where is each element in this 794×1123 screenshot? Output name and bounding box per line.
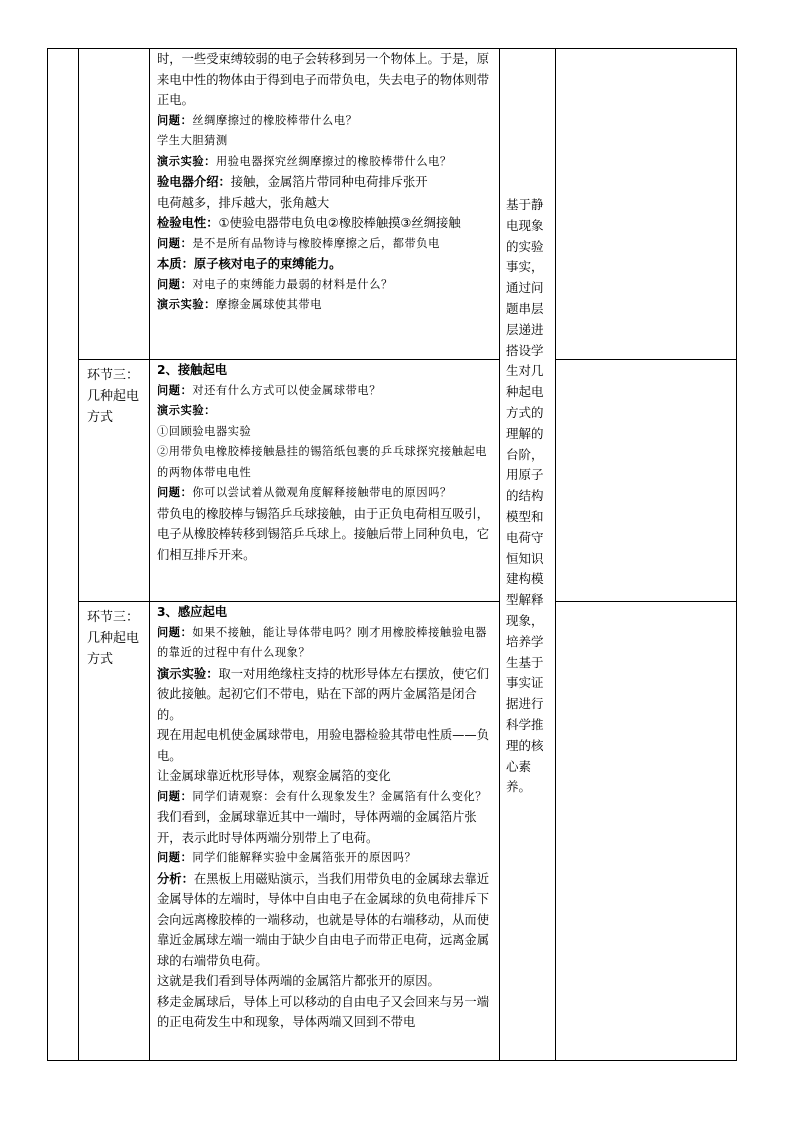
stage-line: 方式 (87, 652, 114, 667)
content-cell-3 (150, 602, 500, 1061)
row1-line (157, 275, 495, 296)
row3-line (157, 725, 495, 766)
row1-line (157, 254, 495, 275)
line-text: 是不是所有品物诗与橡胶棒摩擦之后，都带负电 (192, 236, 440, 250)
row1-line (157, 49, 495, 111)
row3-line (157, 766, 495, 787)
design-intent-cell (500, 49, 556, 1061)
line-label: 检验电性： (157, 216, 219, 230)
line-text: 原子核对电子的束缚能力。 (193, 257, 342, 271)
line-text: 同学们请观察：会有什么现象发生？金属箔有什么变化？ (192, 789, 488, 803)
line-label: 演示实验： (157, 154, 216, 168)
row1-line (157, 193, 495, 214)
line-text: 对电子的束缚能力最弱的材料是什么？ (192, 277, 393, 291)
row3-line (157, 807, 495, 848)
line-label: 问题： (157, 625, 193, 639)
line-label: 问题： (157, 851, 193, 864)
line-text: 电荷越多，排斥越大，张角越大 (157, 195, 330, 210)
row1-line (157, 295, 495, 316)
line-label: 2、接触起电 (157, 363, 228, 377)
row3-line (157, 623, 495, 664)
row2-line (157, 381, 495, 402)
row1-line (157, 172, 495, 193)
design-intent-text: 基于静电现象的实验事实，通过问题串层层递进搭设学生对几种起电方式的理解的台阶，用原子的结构模型和电荷守恒知识建构模型解释现象，培养学生基于事实证据进行科学推理的核心素养。 (506, 197, 544, 795)
stage-line: 几种起电 (87, 631, 140, 646)
stage-label-3 (79, 602, 149, 670)
line-text: 取一对用绝缘柱支持的枕形导体左右摆放，使它们彼此接触。起初它们不带电，贴在下部的两片金属箔是闭合的。 (157, 666, 490, 722)
stage-line: 几种起电 (87, 389, 140, 404)
row3-line (157, 869, 495, 972)
line-label: 问题： (157, 113, 193, 127)
line-text: 摩擦金属球使其带电 (215, 298, 323, 311)
content-cell-1 (150, 49, 500, 360)
line-text: 对还有什么方式可以使金属球带电？ (192, 383, 381, 397)
notes-cell-2 (556, 360, 737, 602)
line-text: 丝绸摩擦过的橡胶棒带什么电？ (192, 113, 358, 127)
line-label: 演示实验： (157, 404, 216, 417)
stage-line: 方式 (87, 410, 114, 425)
row2-line (157, 504, 495, 566)
line-label: 分析： (157, 871, 194, 886)
stage-cell-2 (79, 360, 150, 602)
line-label: 本质： (157, 257, 194, 271)
line-text: 我们看到，金属球靠近其中一端时，导体两端的金属箔片张开，表示此时导体两端分别带上了电荷。 (157, 810, 477, 845)
content-block-3 (150, 602, 499, 1033)
stage-line: 环节三： (87, 368, 140, 383)
line-label: 演示实验： (157, 666, 219, 681)
line-label: 3、感应起电 (157, 605, 228, 619)
row2-line (157, 360, 495, 381)
row1-line (157, 152, 495, 173)
line-label: 问题： (157, 789, 193, 803)
line-text: 用验电器探究丝绸摩擦过的橡胶棒带什么电？ (215, 154, 452, 168)
line-label: 问题： (157, 236, 193, 250)
line-text: ①使验电器带电负电②橡胶棒触摸③丝绸接触 (218, 216, 461, 230)
line-text: 接触，金属箔片带同种电荷排斥张开 (230, 175, 428, 189)
line-text: 如果不接触，能让导体带电吗？刚才用橡胶棒接触验电器的靠近的过程中有什么现象？ (157, 625, 488, 659)
line-text: 带负电的橡胶棒与锡箔乒乓球接触，由于正负电荷相互吸引，电子从橡胶棒转移到锡箔乒乓球上。接触后带上同种负电，它们相互排斥开来。 (157, 506, 490, 562)
line-label: 验电器介绍： (157, 175, 231, 189)
row3-line (157, 664, 495, 726)
row2-line (157, 422, 495, 443)
row3-line (157, 971, 495, 992)
row2-line (157, 483, 495, 504)
line-text: 这就是我们看到导体两端的金属箔片都张开的原因。 (157, 974, 440, 988)
line-text: ②用带负电橡胶棒接触悬挂的锡箔纸包裹的乒乓球探究接触起电的两物体带电电性 (157, 445, 488, 479)
row1-line (157, 111, 495, 132)
line-text: 时，一些受束缚较弱的电子会转移到另一个物体上。于是，原来电中性的物体由于得到电子而带负电，失去电子的物体则带正电。 (157, 52, 490, 107)
stage-cell-3 (79, 602, 150, 1061)
row1-line (157, 213, 495, 234)
line-text: 你可以尝试着从微观角度解释接触带电的原因吗？ (192, 486, 452, 499)
content-block-1 (150, 49, 499, 316)
line-label: 问题： (157, 277, 193, 291)
row3-line (157, 602, 495, 623)
row2-line (157, 401, 495, 422)
row3-line (157, 992, 495, 1033)
stage-cell-1 (79, 49, 150, 360)
line-text: ①回顾验电器实验 (157, 424, 252, 438)
line-label: 问题： (157, 486, 193, 499)
notes-cell-1 (556, 49, 737, 360)
line-text: 同学们能解释实验中金属箔张开的原因吗？ (192, 851, 417, 864)
row1-line (157, 131, 495, 152)
row3-line (157, 848, 495, 869)
line-text: 移走金属球后，导体上可以移动的自由电子又会回来与另一端的正电荷发生中和现象，导体两端又回到不带电 (157, 994, 490, 1029)
line-text: 现在用起电机使金属球带电，用验电器检验其带电性质——负电。 (157, 728, 490, 763)
line-text: 在黑板上用磁贴演示，当我们用带负电的金属球去靠近金属导体的左端时，导体中自由电子在金属球的负电荷排斥下会向远离橡胶棒的一端移动，也就是导体的右端移动，从而使靠近金属球左端一端由于缺少自由电子而带正电荷，远离金属球的右端带负电荷。 (157, 871, 490, 968)
row1-line (157, 234, 495, 255)
notes-cell-3 (556, 602, 737, 1061)
row3-line (157, 787, 495, 808)
line-text: 让金属球靠近枕形导体，观察金属箔的变化 (157, 769, 391, 783)
content-block-2 (150, 360, 499, 565)
line-label: 演示实验： (157, 298, 216, 311)
margin-cell (48, 49, 79, 1061)
line-label: 问题： (157, 383, 193, 397)
line-text: 学生大胆猜测 (157, 134, 228, 147)
content-cell-2 (150, 360, 500, 602)
lesson-plan-table (47, 48, 737, 1061)
row2-line (157, 442, 495, 483)
stage-label-2 (79, 360, 149, 428)
stage-line: 环节三： (87, 610, 140, 625)
